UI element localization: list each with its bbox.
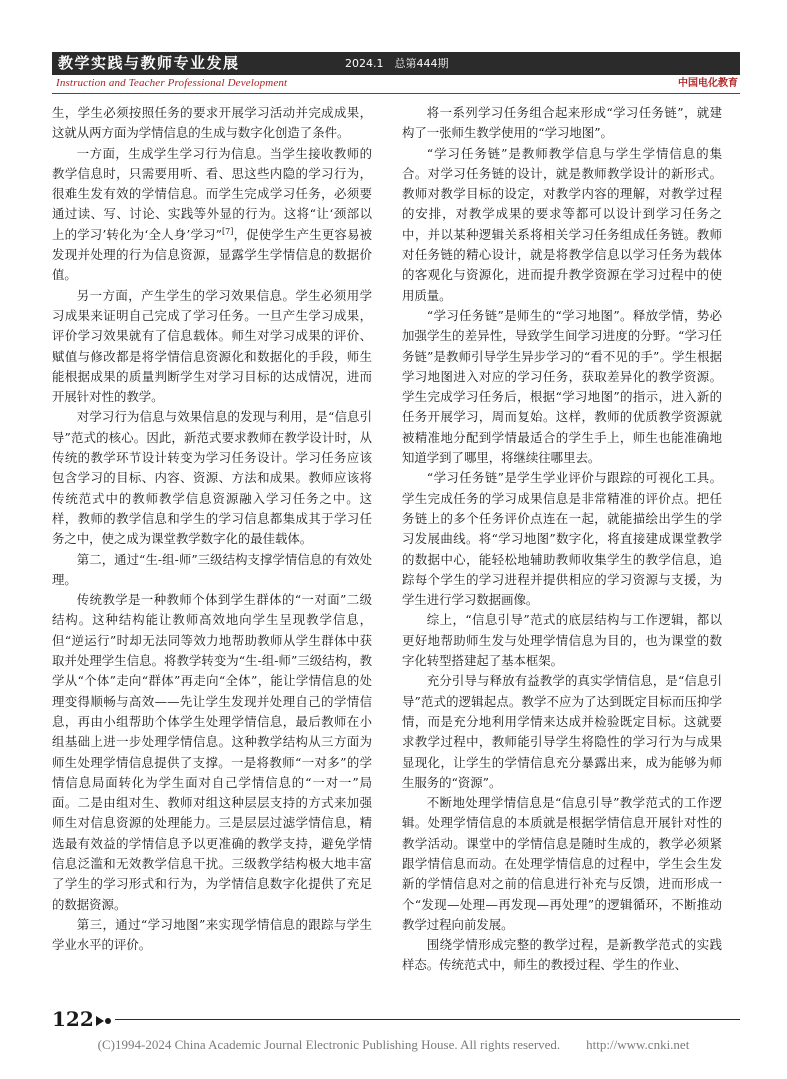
section-lead: 第二，通过“生-组-师”三级结构支撑学情信息的有效处理。 <box>52 551 372 587</box>
right-column <box>402 103 722 976</box>
footer-divider <box>52 1019 740 1020</box>
header-divider <box>52 93 740 94</box>
paragraph <box>52 144 372 286</box>
paragraph: 生，学生必须按照任务的要求开展学习活动并完成成果，这就从两方面为学情信息的生成与数字化创造了条件。 <box>52 105 372 141</box>
page-number <box>52 1007 115 1031</box>
paragraph-text: 一方面，生成学生学习行为信息。当学生接收教师的教学信息时，只需要用听、看、思这些内隐的学习行为，很难生发有效的学情信息。而学生完成学习任务，必须要通过读、写、讨论、实践等外显的行为。这将“让‘颈部以上的学习’转化为‘全人身’学习” <box>52 145 372 242</box>
paragraph: 传统教学是一种教师个体到学生群体的“一对面”二级结构。这种结构能让教师高效地向学生呈现教学信息，但“逆运行”时却无法同等效力地帮助教师从学生群体中获取并处理学生信息。将教学转变为“生-组-师”三级结构，教学从“个体”走向“群体”再走向“全体”，能让学情信息的处理变得顺畅与高效——先让学生发现并处理自己的学情信息，再由小组帮助个体学生处理学情信息，最后教师在小组基础上进一步处理学情信息。这种教学结构从三方面为师生处理学情信息提供了支撑。一是将教师“一对多”的学情信息局面转化为学生面对自己学情信息的“一对一”局面。二是由组对生、教师对组这种层层支持的方式来加强师生对信息资源的处理能力。三是层层过滤学情信息，精选最有效益的学情信息予以更准确的教学支持，避免学情信息泛滥和无效教学信息干扰。三级教学结构极大地丰富了学生的学习形式和行为，为学情信息数字化提供了充足的数据资源。 <box>52 592 372 912</box>
paragraph: 将一系列学习任务组合起来形成“学习任务链”，就建构了一张师生教学使用的“学习地图”。 <box>402 105 722 141</box>
paragraph-text: ，促使学生产生更容易被发现并处理的行为信息资源，显露学生学情信息的数据价值。 <box>52 226 373 283</box>
arrow-right-icon <box>96 1016 104 1026</box>
paragraph: “学习任务链”是师生的“学习地图”。释放学情，势必加强学生的差异性，导致学生间学习进度的分野。“学习任务链”是教师引导学生异步学习的“看不见的手”。学生根据学习地图进入对应的学习任务，获取差异化的教学资源。学生完成学习任务后，根据“学习地图”的指示，进入新的任务开展学习，周而复始。这样，教师的优质教学资源就被精准地分配到学情最适合的学生手上，师生也能准确地知道学到了哪里，将继续往哪里去。 <box>402 307 722 466</box>
paragraph: 对学习行为信息与效果信息的发现与利用，是“信息引导”范式的核心。因此，新范式要求教师在教学设计时，从传统的教学环节设计转变为学习任务设计。学习任务应该包含学习的目标、内容、资源、方法和成果。教师应该将传统范式中的教师教学信息资源融入学习任务之中。这样，教师的教学信息和学生的学习信息都集成其于学习任务之中，使之成为课堂教学数字化的最佳载体。 <box>52 409 372 547</box>
paragraph: “学习任务链”是教师教学信息与学生学情信息的集合。对学习任务链的设计，就是教师教学设计的新形式。教师对教学目标的设定，对教学内容的理解，对教学过程的安排，对教学成果的要求等都可以设计到学习任务之中，并以某种逻辑关系将相关学习任务组成任务链。教师对任务链的精心设计，就是将教学信息以学习任务为载体的客观化与资源化，进而提升教学资源在学习过程中的使用质量。 <box>402 145 722 303</box>
dot-icon <box>105 1018 111 1024</box>
journal-title-en: Instruction and Teacher Professional Development <box>56 77 288 89</box>
left-column <box>52 103 372 955</box>
section-lead: 第三，通过“学习地图”来实现学情信息的跟踪与学生学业水平的评价。 <box>52 916 372 953</box>
paragraph: 另一方面，产生学生的学习效果信息。学生必须用学习成果来证明自己完成了学习任务。一旦产生学习成果，评价学习效果就有了信息载体。师生对学习成果的评价、赋值与修改都是将学情信息资源化和数据化的手段，师生能根据成果的质量判断学生对学习目标的达成情况，进而开展针对性的教学。 <box>52 287 372 405</box>
paragraph: 综上，“信息引导”范式的底层结构与工作逻辑，都以更好地帮助师生发与处理学情信息为目的，也为课堂的数字化转型搭建起了基本框架。 <box>402 612 722 669</box>
journal-brand: 中国电化教育 <box>678 78 738 89</box>
paragraph: “学习任务链”是学生学业评价与跟踪的可视化工具。学生完成任务的学习成果信息是非常精准的评价点。把任务链上的多个任务评价点连在一起，就能描绘出学生的学习发展曲线。将“学习地图”数字化，将直接建成课堂教学的数据中心，能轻松地辅助教师收集学生的教学信息，追踪每个学生的学习进程并提供相应的学习资源与支援，为学生进行学习数据画像。 <box>402 470 722 608</box>
journal-title-cn: 教学实践与教师专业发展 <box>58 54 240 72</box>
page-number-text: 122 <box>52 1007 94 1031</box>
citation-marker: [7] <box>222 226 234 236</box>
paragraph: 围绕学情形成完整的教学过程，是新教学范式的实践样态。传统范式中，师生的教授过程、学生的作业、 <box>402 937 722 973</box>
issue-info: 2024.1 总第444期 <box>345 57 449 70</box>
paragraph: 不断地处理学情信息是“信息引导”教学范式的工作逻辑。处理学情信息的本质就是根据学情信息开展针对性的教学活动。课堂中的学情信息是随时生成的，教学必须紧跟学情信息而动。在处理学情信息的过程中，学生会生发新的学情信息对之前的信息进行补充与反馈，进而形成一个“发现—处理—再发现—再处理”的逻辑循环，不断推动教学过程向前发展。 <box>402 795 722 932</box>
copyright-notice: (C)1994-2024 China Academic Journal Electronic Publishing House. All rights reserved. http://www.cnki.net <box>97 1037 690 1052</box>
paragraph: 充分引导与释放有益教学的真实学情信息，是“信息引导”范式的逻辑起点。教学不应为了达到既定目标而压抑学情，而是充分地利用学情来达成并检验既定目标。这就要求教学过程中，教师能引导学生将隐性的学习行为与成果显现化，让学生的学情信息充分暴露出来，成为能够为师生服务的“资源”。 <box>402 673 722 790</box>
